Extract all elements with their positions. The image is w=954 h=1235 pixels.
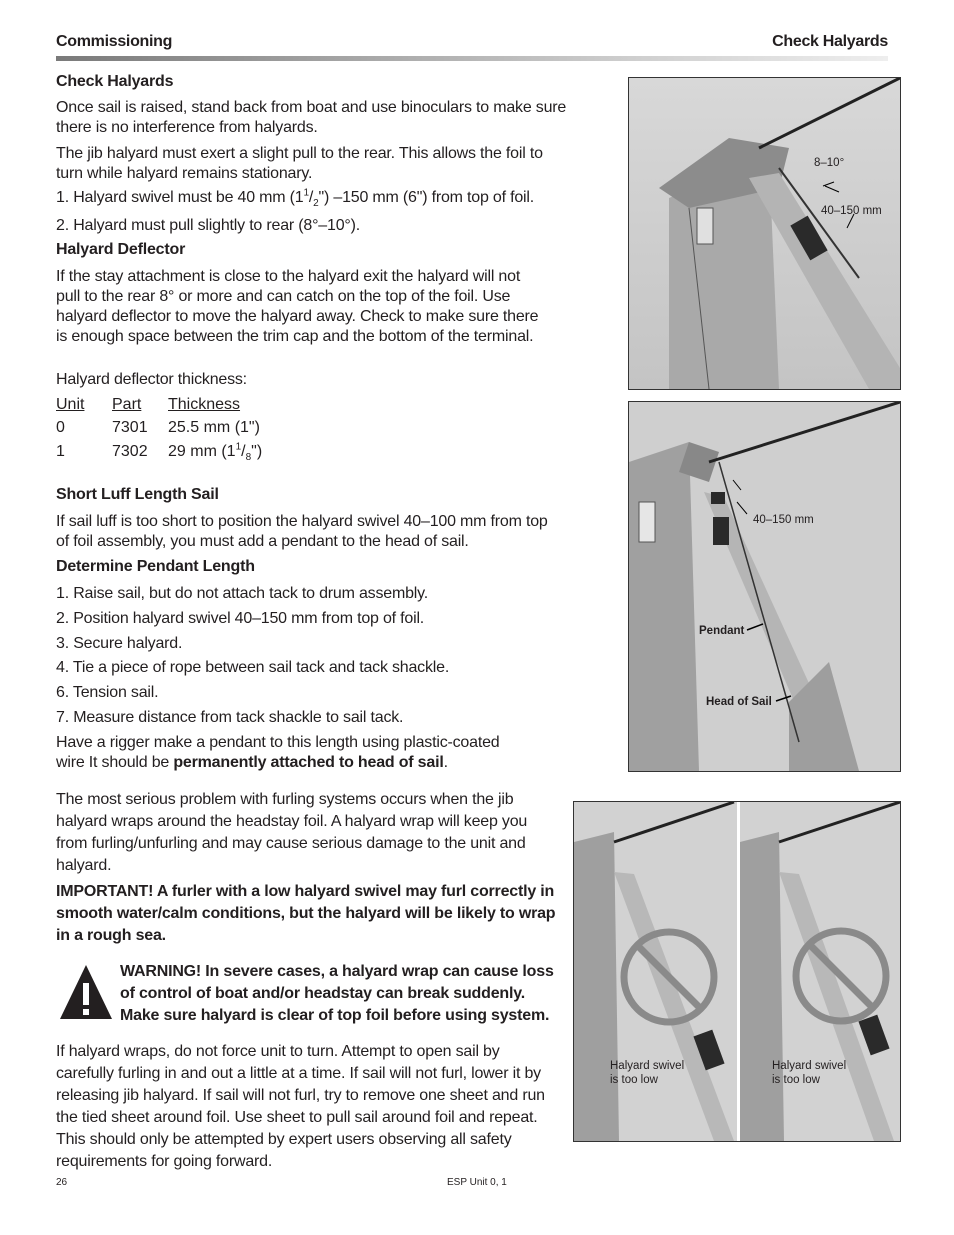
footer-model: ESP Unit 0, 1: [447, 1177, 507, 1188]
pendant-step: 1. Raise sail, but do not attach tack to drum assembly.: [56, 585, 429, 602]
footer-page-number: 26: [56, 1177, 68, 1188]
table-cell-unit: 1: [56, 443, 65, 460]
fig1-distance-label: 40–150 mm: [821, 205, 882, 217]
check-halyards-para2: The jib halyard must exert a slight pull to the rear. This allows the foil to turn while halyard remains stationary.: [56, 145, 543, 182]
wrap-para: The most serious problem with furling systems occurs when the jib halyard wraps around the headstay foil. A halyard wrap will keep you from furling/unfurling and may cause serious damage to the unit and halyard.: [56, 791, 528, 874]
pendant-step: 4. Tie a piece of rope between sail tack and tack shackle.: [56, 659, 450, 676]
deflector-heading: Halyard Deflector: [56, 241, 186, 258]
warning-note: WARNING! In severe cases, a halyard wrap can cause loss of control of boat and/or headstay can break suddenly. Make sure halyard is clear of top foil before using system.: [120, 963, 554, 1024]
fig3-right-label-line1: Halyard swivel: [772, 1060, 847, 1072]
figure-swivel-too-low: [573, 801, 901, 1142]
table-header-part: Part: [112, 396, 142, 413]
deflector-thickness-label: Halyard deflector thickness:: [56, 371, 247, 388]
pendant-rigger-note: Have a rigger make a pendant to this length using plastic-coated wire It should be permanently attached to head of sail.: [56, 734, 500, 771]
fig2-head-of-sail-label: Head of Sail: [706, 696, 772, 708]
table-header-row: [56, 394, 262, 416]
deflector-para: If the stay attachment is close to the halyard exit the halyard will not pull to the rear 8° or more and can catch on the top of the foil. Use halyard deflector to move the halyard away. Check to make sure there is enough space between the trim cap and the bottom of the terminal.: [56, 268, 539, 345]
check-halyards-step2: 2. Halyard must pull slightly to rear (8°–10°).: [56, 217, 360, 234]
pendant-step: 7. Measure distance from tack shackle to sail tack.: [56, 709, 404, 726]
figure-pendant: [628, 401, 901, 772]
header-rule: [56, 56, 888, 61]
important-note: IMPORTANT! A furler with a low halyard swivel may furl correctly in smooth water/calm conditions, but the halyard will be likely to wrap in a rough sea.: [56, 883, 556, 944]
fig3-left-label-line1: Halyard swivel: [610, 1060, 685, 1072]
check-halyards-para1: Once sail is raised, stand back from boat and use binoculars to make sure there is no interference from halyards.: [56, 99, 567, 136]
pendant-step: 6. Tension sail.: [56, 684, 159, 701]
pendant-step: 3. Secure halyard.: [56, 635, 183, 652]
figure-halyard-angle: [628, 77, 901, 390]
wrap-remedy: If halyard wraps, do not force unit to turn. Attempt to open sail by carefully furling in and out a little at a time. If sail will not furl, lower it by releasing jib halyard. If sail will not furl, try to remove one sheet and run the tied sheet around foil. Use sheet to pull sail around foil and repeat. This should only be attempted by expert users observing all safety requirements for going forward.: [56, 1043, 545, 1170]
fig3-left-label-line2: is too low: [610, 1074, 658, 1086]
figure-swivel-too-low-illustration: [574, 802, 900, 1141]
table-cell-thickness: 29 mm $(1^1/_8")$: [168, 441, 263, 464]
fig2-distance-label: 40–150 mm: [753, 514, 814, 526]
table-cell-part: 7302: [112, 443, 148, 460]
check-halyards-step1: 1. Halyard swivel must be 40 mm $(1^1/_2")$ –150 mm (6") from top of foil.: [56, 187, 535, 210]
table-row: [56, 416, 262, 440]
warning-triangle-icon: [58, 963, 114, 1021]
table-cell-unit: 0: [56, 419, 65, 436]
header-topic: Check Halyards: [772, 33, 888, 50]
pendant-step: 2. Position halyard swivel 40–150 mm from top of foil.: [56, 610, 425, 627]
table-header-thickness: Thickness: [168, 396, 241, 413]
header-section: Commissioning: [56, 33, 173, 50]
pendant-heading: Determine Pendant Length: [56, 558, 255, 575]
table-row: [56, 440, 262, 464]
figure-halyard-angle-illustration: [629, 78, 900, 389]
fig3-right-label-line2: is too low: [772, 1074, 820, 1086]
table-header-unit: Unit: [56, 396, 85, 413]
short-luff-heading: Short Luff Length Sail: [56, 486, 219, 503]
check-halyards-heading: Check Halyards: [56, 73, 174, 90]
fig2-pendant-label: Pendant: [699, 625, 745, 637]
short-luff-para: If sail luff is too short to position the halyard swivel 40–100 mm from top of foil assembly, you must add a pendant to the head of sail.: [56, 513, 548, 550]
deflector-table: [56, 394, 262, 464]
table-cell-thickness: 25.5 mm (1"): [168, 419, 260, 436]
table-cell-part: 7301: [112, 419, 148, 436]
figure-pendant-illustration: [629, 402, 900, 771]
fig1-angle-label: 8–10°: [814, 157, 845, 169]
